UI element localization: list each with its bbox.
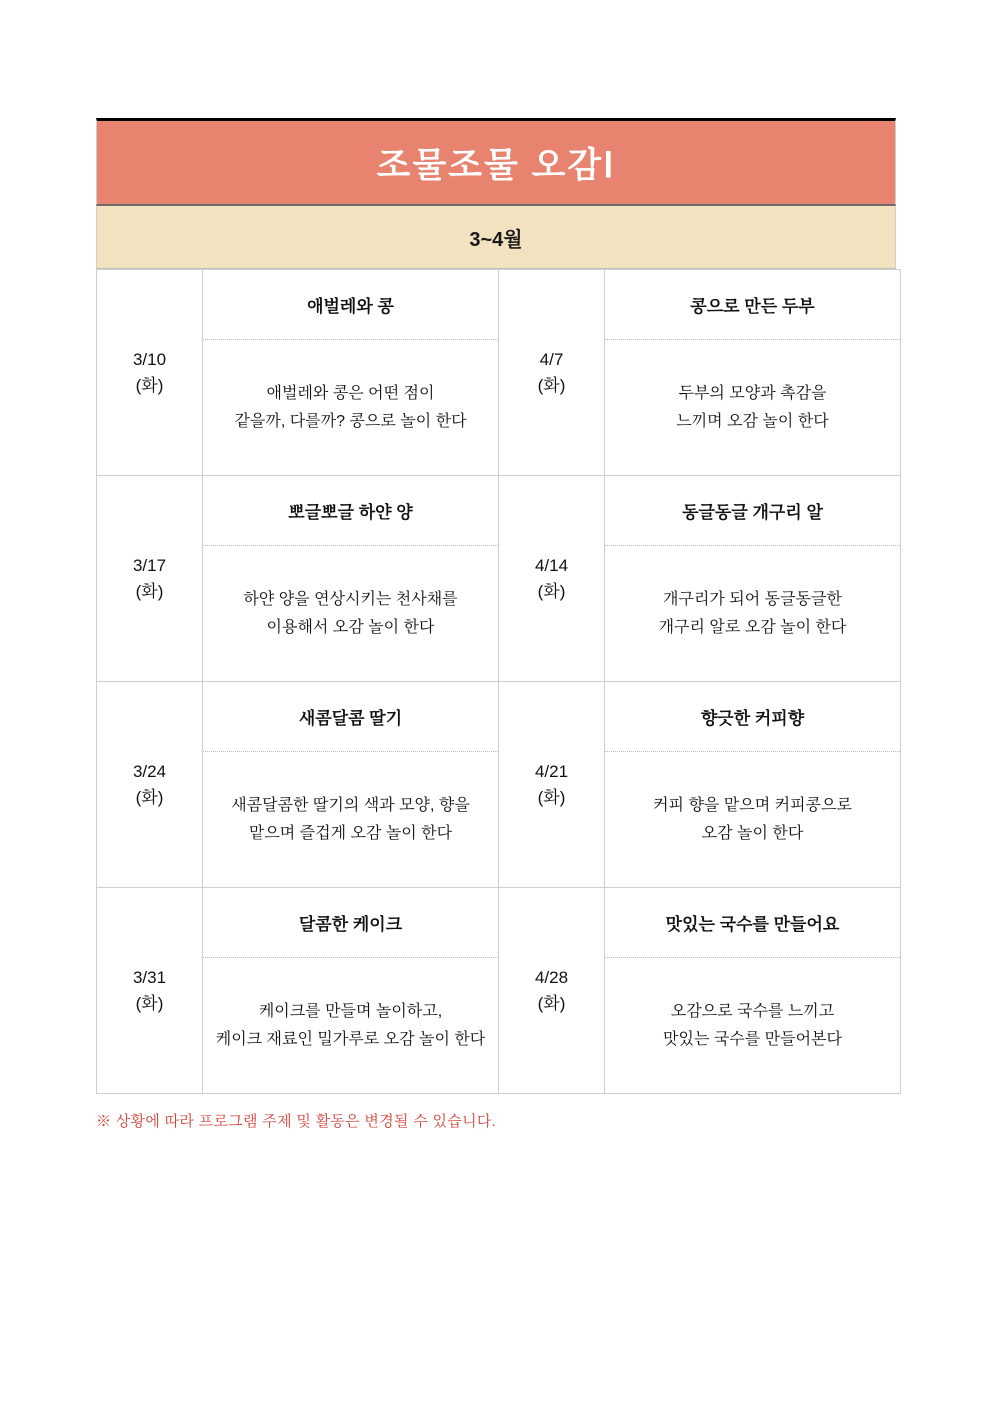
date-cell-left: [97, 682, 203, 888]
content-cell-right: [605, 476, 901, 682]
date-text: 3/17: [132, 556, 167, 575]
description-text: 하얀 양을 연상시키는 천사채를 이용해서 오감 놀이 한다: [243, 590, 458, 636]
topic-text: 동글동글 개구리 알: [605, 476, 900, 546]
date-text: 4/14: [534, 556, 569, 575]
page-title: 조물조물 오감Ⅰ: [376, 145, 616, 185]
content-cell-right: [605, 682, 901, 888]
day-text: (화): [135, 581, 164, 601]
date-text: 3/24: [132, 762, 167, 781]
description-text: 새콤달콤한 딸기의 색과 모양, 향을 맡으며 즐겁게 오감 놀이 한다: [231, 796, 470, 842]
content-cell-right: [605, 888, 901, 1094]
description-text: 커피 향을 맡으며 커피콩으로 오감 놀이 한다: [653, 796, 852, 842]
topic-text: 맛있는 국수를 만들어요: [605, 888, 900, 958]
date-cell-right: [499, 476, 605, 682]
date-text: 4/28: [534, 968, 569, 987]
content-cell-left: [203, 270, 499, 476]
day-text: (화): [537, 787, 566, 807]
footnote: ※ 상황에 따라 프로그램 주제 및 활동은 변경될 수 있습니다.: [96, 1113, 497, 1130]
topic-text: 새콤달콤 딸기: [203, 682, 498, 752]
date-cell-left: [97, 888, 203, 1094]
content-cell-left: [203, 888, 499, 1094]
day-text: (화): [135, 787, 164, 807]
schedule-table: [96, 269, 901, 1094]
date-cell-right: [499, 270, 605, 476]
table-row: [97, 476, 901, 682]
period-label: 3~4월: [469, 228, 523, 251]
date-cell-left: [97, 476, 203, 682]
day-text: (화): [135, 375, 164, 395]
topic-text: 뽀글뽀글 하얀 양: [203, 476, 498, 546]
date-text: 3/10: [132, 350, 167, 369]
content-cell-left: [203, 476, 499, 682]
content-cell-left: [203, 682, 499, 888]
content-cell-right: [605, 270, 901, 476]
day-text: (화): [537, 375, 566, 395]
topic-text: 콩으로 만든 두부: [605, 270, 900, 340]
description-text: 오감으로 국수를 느끼고 맛있는 국수를 만들어본다: [663, 1002, 842, 1048]
description-text: 두부의 모양과 촉감을 느끼며 오감 놀이 한다: [676, 384, 829, 430]
topic-text: 향긋한 커피향: [605, 682, 900, 752]
topic-text: 애벌레와 콩: [203, 270, 498, 340]
day-text: (화): [537, 581, 566, 601]
day-text: (화): [537, 993, 566, 1013]
description-text: 케이크를 만들며 놀이하고, 케이크 재료인 밀가루로 오감 놀이 한다: [215, 1002, 486, 1048]
table-row: [97, 270, 901, 476]
date-cell-right: [499, 682, 605, 888]
date-cell-right: [499, 888, 605, 1094]
topic-text: 달콤한 케이크: [203, 888, 498, 958]
document-title-bar: [96, 118, 896, 206]
table-row: [97, 888, 901, 1094]
date-text: 4/7: [539, 350, 564, 369]
description-text: 개구리가 되어 동글동글한 개구리 알로 오감 놀이 한다: [658, 590, 847, 636]
description-text: 애벌레와 콩은 어떤 점이 같을까, 다를까? 콩으로 놀이 한다: [234, 384, 467, 430]
date-text: 3/31: [132, 968, 167, 987]
table-row: [97, 682, 901, 888]
date-cell-left: [97, 270, 203, 476]
schedule-document: [96, 118, 896, 1131]
date-text: 4/21: [534, 762, 569, 781]
day-text: (화): [135, 993, 164, 1013]
document-subtitle-bar: [96, 206, 896, 269]
